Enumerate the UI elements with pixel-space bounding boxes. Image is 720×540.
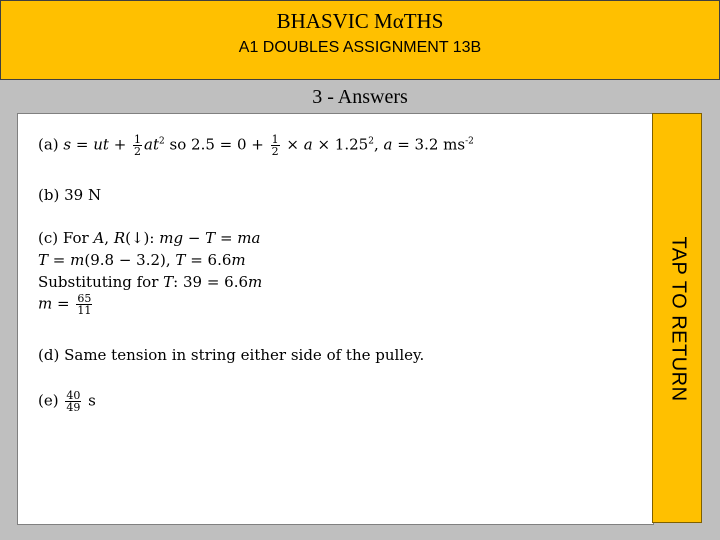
page-title: BHASVIC MαTHS	[276, 9, 444, 33]
answers-panel	[17, 113, 654, 525]
answer-d: (d) Same tension in string either side of the pulley.	[38, 346, 425, 364]
header-banner	[0, 0, 720, 80]
section-title: 3 - Answers	[312, 86, 408, 108]
assignment-subtitle: A1 DOUBLES ASSIGNMENT 13B	[238, 39, 482, 56]
answer-c-line1: (c) For A, R(↓): mg − T = ma	[38, 229, 261, 247]
answer-c-line2: T = m(9.8 − 3.2), T = 6.6m	[38, 251, 246, 269]
answer-c-line4: m = $\frac{65}{11}$	[38, 292, 92, 317]
answer-a: (a) s = ut + $\frac{1}{2}$ $at^2$ so 2.5 = 0 + $\frac{1}{2}$ × $a \times 1.25^2$, a = 3.2 $ms^{-2}$	[38, 133, 474, 158]
answer-b: (b) 39 N	[38, 186, 102, 204]
answer-c-line3: Substituting for T: 39 = 6.6m	[38, 273, 263, 291]
tap-to-return-button[interactable]	[652, 113, 702, 523]
answer-e: (e) $\frac{40}{49}$ s	[38, 389, 96, 414]
tap-to-return-label: TAP TO RETURN	[667, 236, 690, 402]
